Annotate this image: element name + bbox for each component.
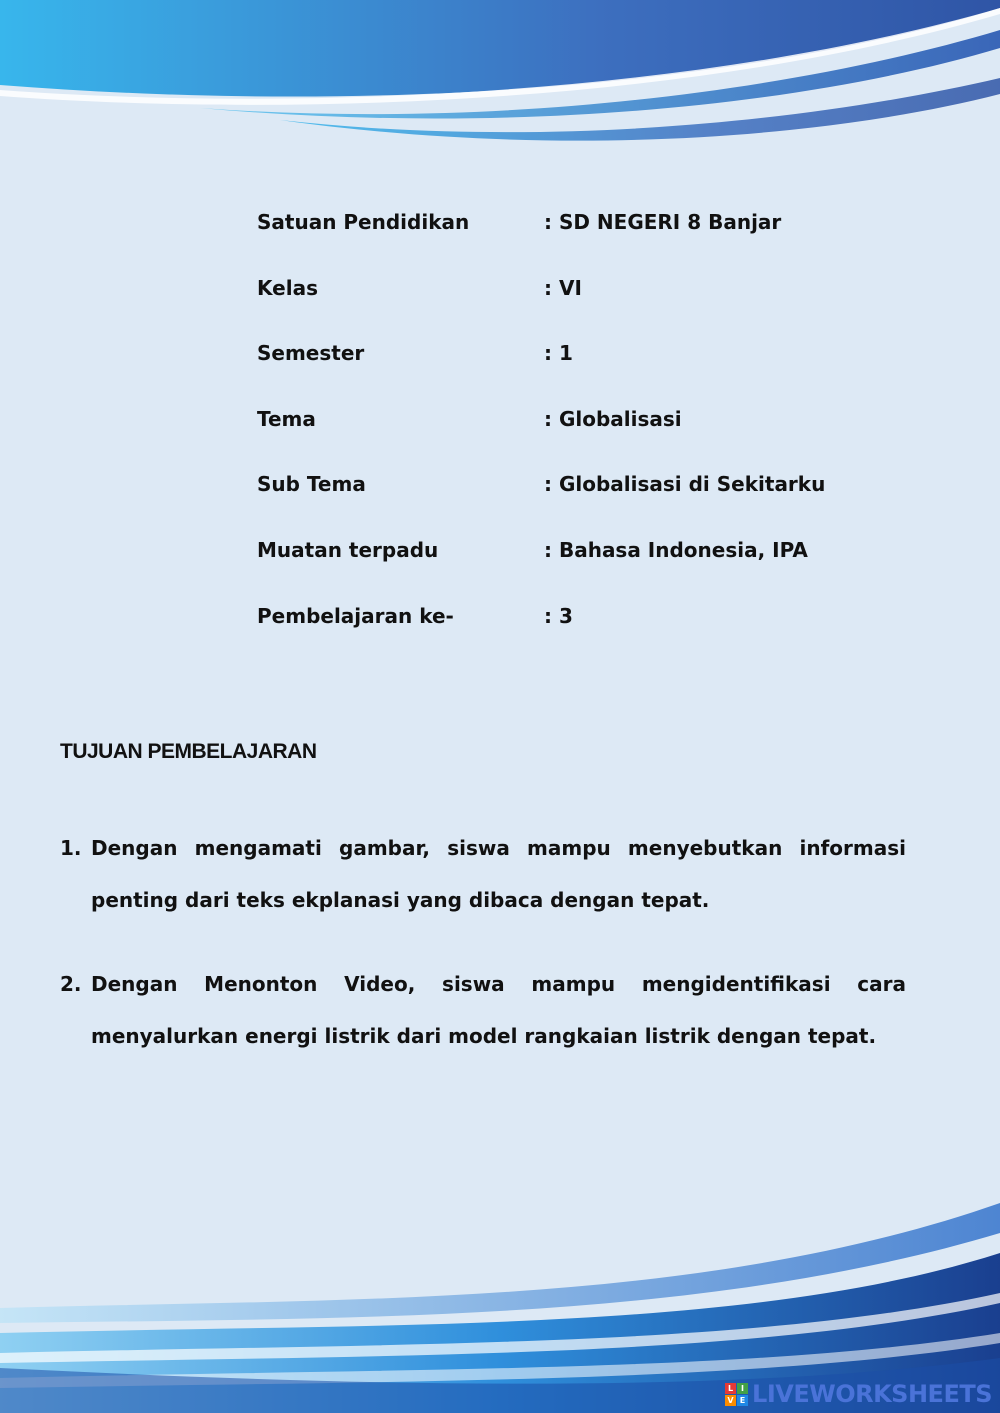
info-value: : Bahasa Indonesia, IPA [544, 537, 808, 562]
logo-mark-letter: V [725, 1395, 736, 1406]
info-value: : Globalisasi [544, 406, 682, 431]
logo-mark-letter: E [737, 1395, 748, 1406]
info-value: : 3 [544, 603, 573, 628]
objective-text: Dengan Menonton Video, siswa mampu mengidentifikasi cara menyalurkan energi listrik dari model rangkaian listrik dengan tepat. [91, 972, 906, 1048]
info-label: Muatan terpadu [257, 537, 439, 562]
list-item [60, 822, 906, 926]
info-row-tema [257, 407, 877, 473]
objective-number: 1. [60, 836, 82, 860]
info-row-pembelajaran-ke [257, 604, 877, 670]
info-row-semester [257, 341, 877, 407]
logo-mark-icon [725, 1383, 748, 1406]
logo-mark-letter: L [725, 1383, 736, 1394]
info-value: : SD NEGERI 8 Banjar [544, 210, 782, 234]
info-label: Pembelajaran ke- [257, 603, 454, 628]
liveworksheets-logo [725, 1379, 992, 1409]
info-label: Semester [257, 341, 365, 366]
objectives-list [60, 822, 906, 1094]
info-row-muatan-terpadu [257, 538, 877, 604]
info-label: Satuan Pendidikan [257, 210, 470, 234]
info-value: : 1 [544, 341, 573, 366]
top-wave-decoration [0, 0, 1000, 170]
info-row-sub-tema [257, 472, 877, 538]
info-row-satuan-pendidikan [257, 210, 877, 276]
section-heading: TUJUAN PEMBELAJARAN [60, 740, 317, 763]
logo-text: LIVEWORKSHEETS [752, 1380, 992, 1408]
info-row-kelas [257, 276, 877, 342]
list-item [60, 958, 906, 1062]
info-value: : VI [544, 275, 582, 300]
info-value: : Globalisasi di Sekitarku [544, 472, 826, 497]
objective-text: Dengan mengamati gambar, siswa mampu menyebutkan informasi penting dari teks ekplanasi yang dibaca dengan tepat. [91, 836, 906, 912]
identity-table [257, 210, 877, 669]
info-label: Sub Tema [257, 472, 366, 497]
info-label: Tema [257, 406, 316, 431]
info-label: Kelas [257, 275, 318, 300]
logo-mark-letter: I [737, 1383, 748, 1394]
objective-number: 2. [60, 972, 82, 996]
